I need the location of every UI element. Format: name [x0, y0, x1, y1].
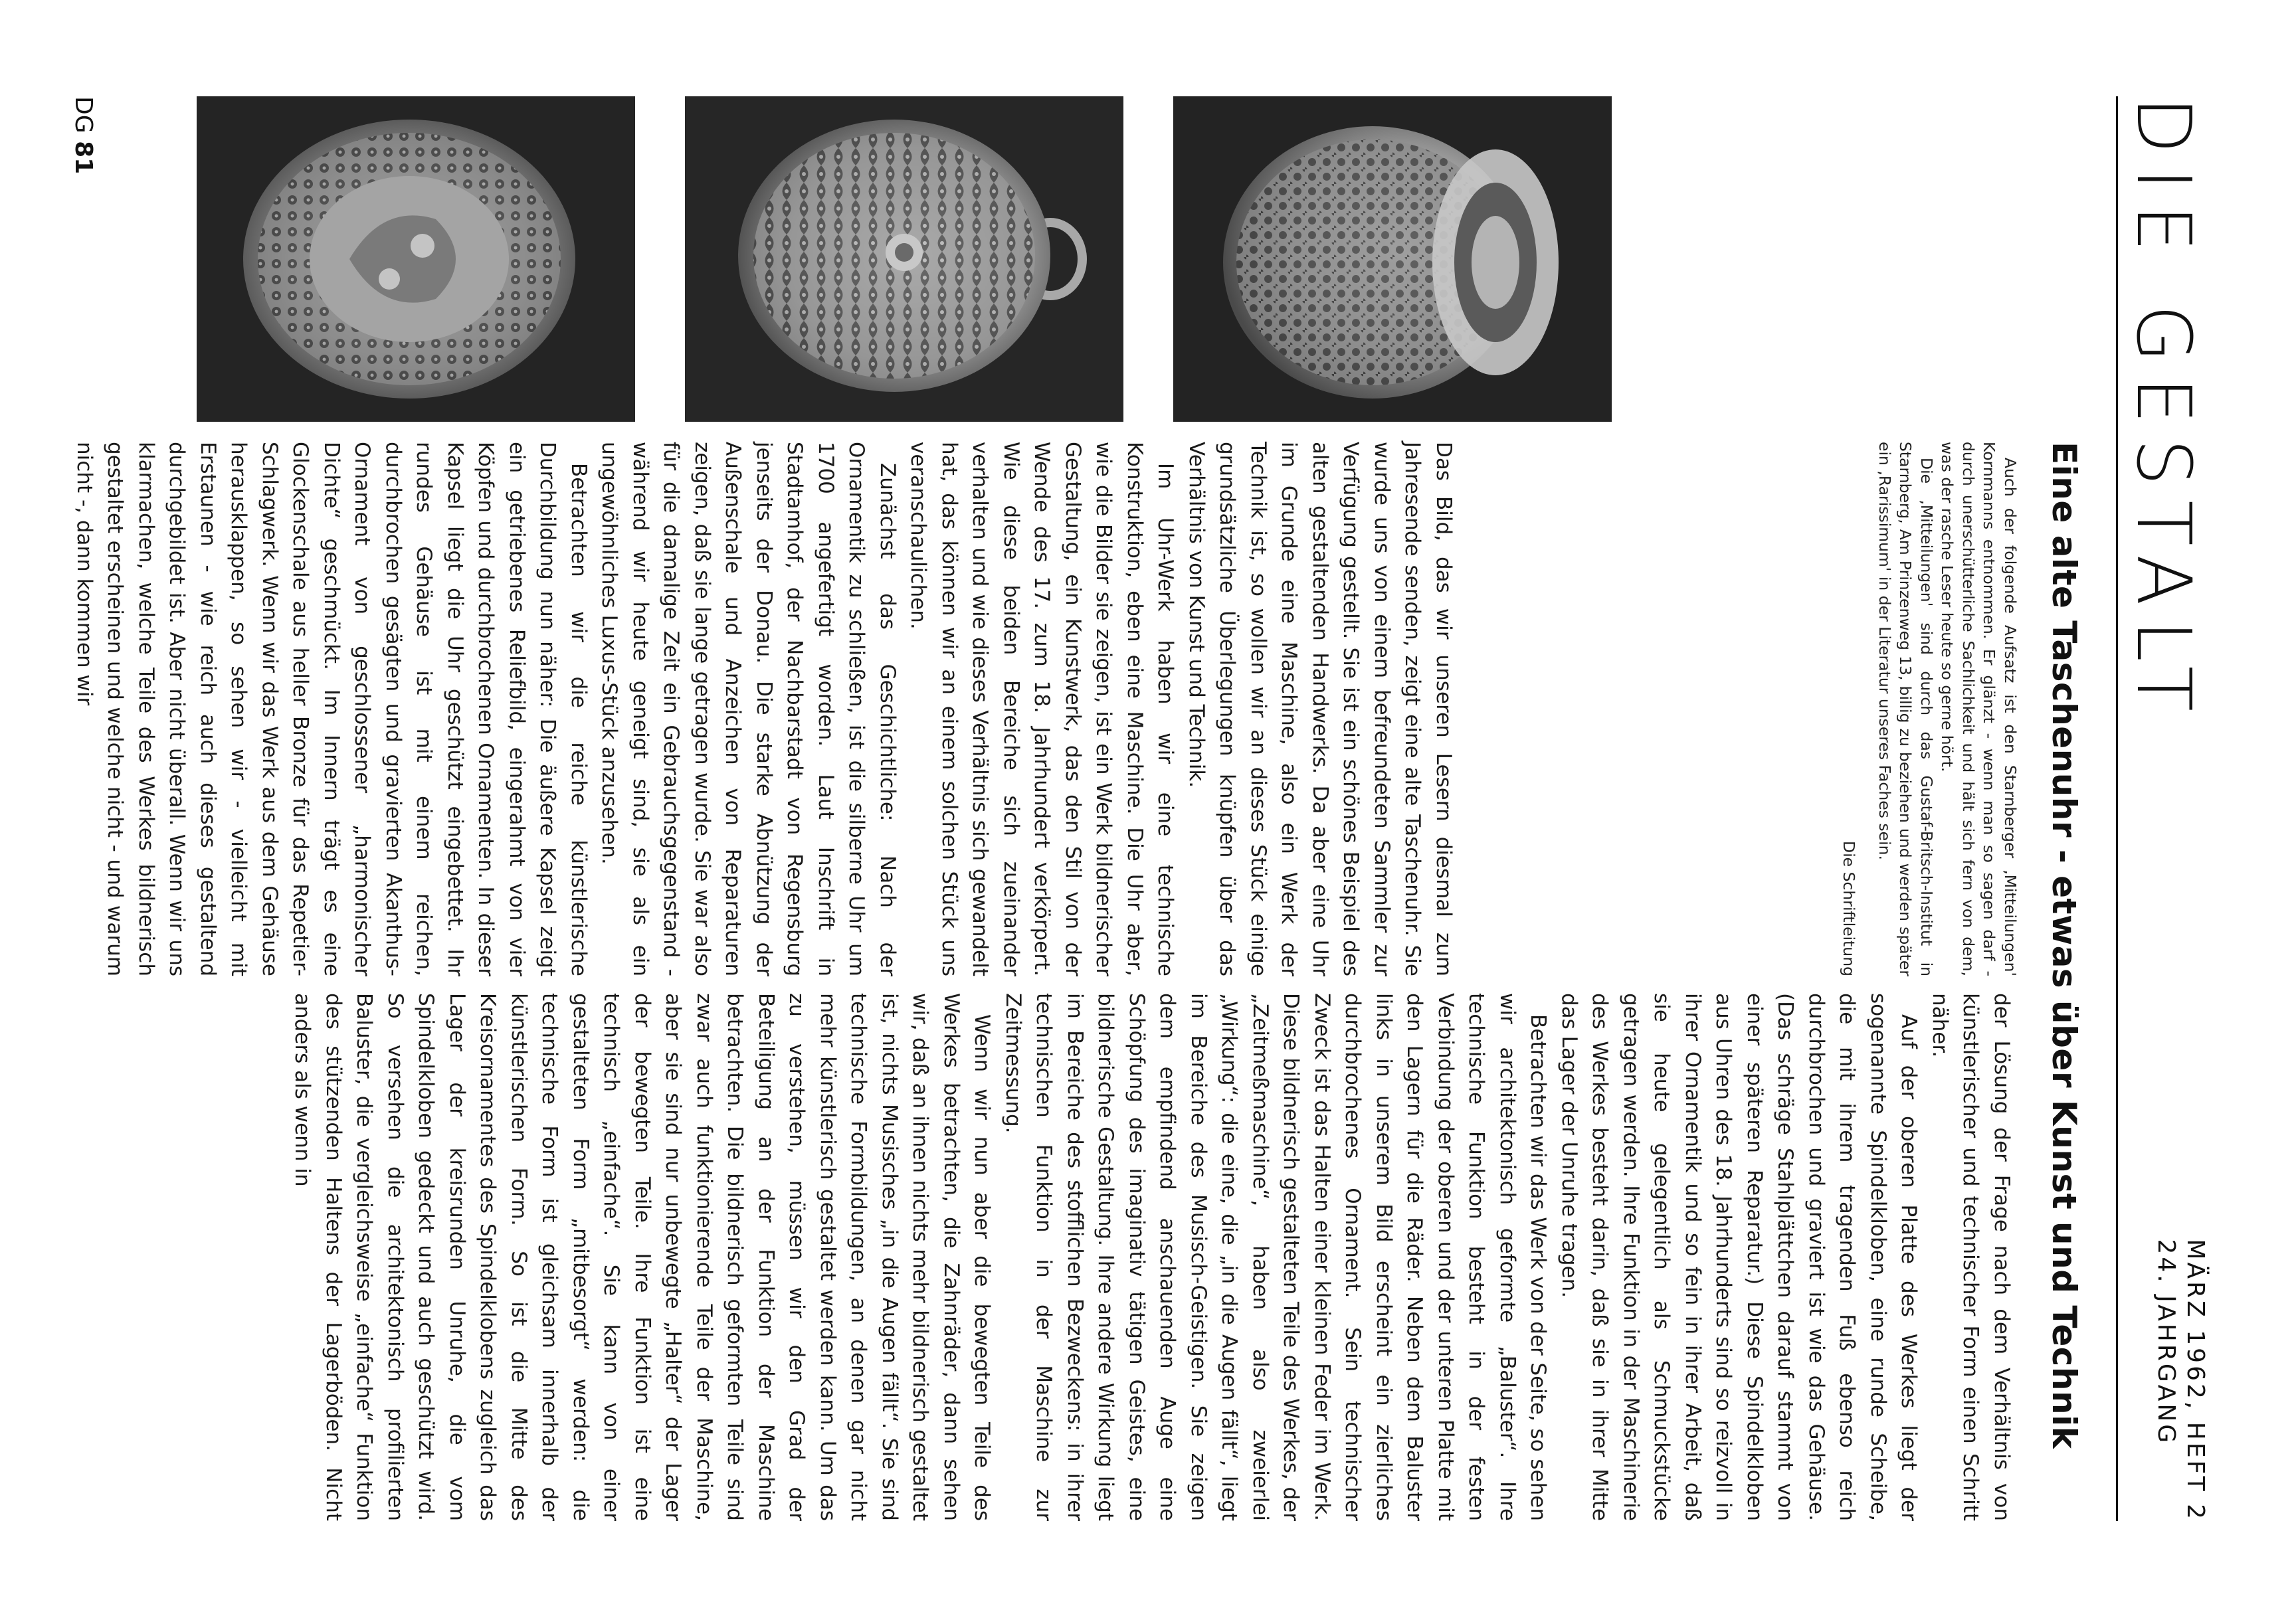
page-folio — [70, 96, 97, 174]
watch-open-illustration — [1173, 96, 1612, 422]
photo-watch-case-back — [685, 96, 1123, 422]
editorial-intro — [1838, 442, 2020, 976]
body-paragraph: Das Bild, das wir unseren Lesern diesmal zum Jahresende senden, zeigt eine alte Taschenuhr. Sie wurde uns von einem befreundeten Sammler zur Verfügung gestellt. Sie ist ein schönes Beispiel des alten gestaltenden Handwerks. Da aber eine Uhr im Grunde eine Maschine, also ein Werk der Technik ist, so wollen wir an dieses Stück einige grundsätzliche Überlegungen knüpfen über das Verhältnis von Kunst und Technik. — [1185, 442, 1456, 976]
body-paragraph: Zunächst das Geschichtliche: Nach der Ornamentik zu schließen, ist die silberne Uhr um 1700 angefertigt worden. Laut Inschrift in Stadtamhof, der Nachbarstadt von Regensburg jenseits der Donau. Die starke Abnützung der Außenschale und Anzeichen von Reparaturen zeigen, daß sie lange getragen wurde. Sie war also für die damalige Zeit ein Gebrauchsgegenstand - während wir heute geneigt sind, sie als ein ungewöhnliches Luxus-Stück anzusehen. — [597, 442, 900, 976]
issue-info — [2151, 1239, 2210, 1522]
header-divider — [2116, 96, 2118, 1521]
magazine-title: DIE GESTALT — [2120, 96, 2206, 727]
watch-case-illustration — [685, 96, 1123, 422]
photo-open-watch-movement — [1173, 96, 1612, 422]
article-title: Eine alte Taschenuhr - etwas über Kunst und Technik — [2045, 442, 2083, 1449]
photo-watch-outer-capsule — [197, 96, 635, 422]
body-paragraph: der Lösung der Frage nach dem Verhältnis von künstlerischer und technischer Form einen Schritt näher. — [1928, 993, 2014, 1521]
body-paragraph: Betrachten wir die reiche künstlerische Durchbildung nun näher: Die äußere Kapsel zeigt ein getriebenes Reliefbild, eingerahmt von vier Köpfen und durchbrochenen Ornamenten. In dieser Kapsel liegt die Uhr geschützt eingebettet. Ihr rundes Gehäuse ist mit einem reichen, durchbrochen gesägten und gravierten Akanthus-Ornament von geschlossener „harmonischer Dichte“ geschmückt. Im Innern trägt es eine Glockenschale aus heller Bronze für das Repetier-Schlagwerk. Wenn wir das Werk aus dem Gehäuse herausklappen, so sehen wir - vielleicht mit Erstaunen - wie reich auch dieses gestaltend durchgebildet ist. Aber nicht überall. Wenn wir uns klarmachen, welche Teile des Werkes bildnerisch gestaltet erscheinen und welche nicht - und warum nicht -, dann kommen wir — [72, 442, 591, 976]
body-paragraph: Betrachten wir das Werk von der Seite, so sehen wir architektonisch geformte „Baluster“. Ihre technische Funktion besteht in der festen Verbindung der oberen und der unteren Platte mit den Lagern für die Räder. Neben dem Baluster links in unserem Bild erscheint ein zierliches durchbrochenes Ornament. Sein technischer Zweck ist das Halten einer kleinen Feder im Werk. Diese bildnerisch gestalteten Teile des Werkes, der „Zeitmeßmaschine“, haben also zweierlei „Wirkung“: die eine, die „in die Augen fällt“, liegt im Bereiche des Musisch-Geistigen. Sie zeigen dem empfindend anschauenden Auge eine Schöpfung des imaginativ tätigen Geistes, eine bildnerische Gestaltung. Ihre andere Wirkung liegt im Bereiche des stofflichen Bezweckens: in ihrer technischen Funktion in der Maschine zur Zeitmessung. — [1001, 993, 1551, 1521]
page-number: 81 — [70, 141, 97, 175]
body-column-left — [69, 442, 1460, 976]
body-paragraph: Auf der oberen Platte des Werkes liegt der sogenannte Spindelkloben, eine runde Scheibe, die mit ihrem tragenden Fuß ebenso reich durchbrochen und graviert ist wie das Gehäuse. (Das schräge Stahlplättchen darauf stammt von einer späteren Reparatur.) Diese Spindelkloben aus Uhren des 18. Jahrhunderts sind so reizvoll in ihrer Ornamentik und so fein in ihrer Arbeit, daß sie heute gelegentlich als Schmuckstücke getragen werden. Ihre Funktion in der Maschinerie des Werkes besteht darin, daß sie in ihrer Mitte das Lager der Unruhe tragen. — [1557, 993, 1921, 1521]
body-column-right — [287, 993, 2017, 1521]
intro-paragraph: Auch der folgende Aufsatz ist den Starnberger ‚Mitteilungen' Kornmanns entnommen. Er glänzt - wenn man so sagen darf - durch unerschütterliche Sachlichkeit und hält sich fern von dem, was der rasche Leser heute so gerne hört. — [1938, 442, 2020, 976]
watch-capsule-illustration — [197, 96, 635, 422]
issue-volume: 24. JAHRGANG — [2152, 1239, 2180, 1446]
folio-prefix: DG — [70, 96, 97, 134]
body-paragraph: Im Uhr-Werk haben wir eine technische Konstruktion, eben eine Maschine. Die Uhr aber, wie die Bilder sie zeigen, ist ein Werk bildnerischer Gestaltung, ein Kunstwerk, das den Stil von der Wende des 17. zum 18. Jahrhundert verkörpert. Wie diese beiden Bereiche sich zueinander verhalten und wie dieses Verhältnis sich gewandelt hat, das können wir an einem solchen Stück uns veranschaulichen. — [906, 442, 1178, 976]
body-paragraph: Wenn wir nun aber die bewegten Teile des Werkes betrachten, die Zahnräder, dann sehen wir, daß an ihnen nichts mehr bildnerisch gestaltet ist, nichts Musisches „in die Augen fällt“. Sie sind technische Formbildungen, an denen gar nicht mehr künstlerisch gestaltet werden kann. Um das zu verstehen, müssen wir den Grad der Beteiligung an der Funktion der Maschine betrachten. Die bildnerisch geformten Teile sind zwar auch funktionierende Teile der Maschine, aber sie sind nur unbewegte „Halter“ der Lager der bewegten Teile. Ihre Funktion ist eine technisch „einfache“. Sie kann von einer gestalteten Form „mitbesorgt“ werden: die technische Form ist gleichsam innerhalb der künstlerischen Form. So ist die Mitte des Kreisornamentes des Spindelklobens zugleich das Lager der kreisrunden Unruhe, die vom Spindelkloben gedeckt und auch geschützt wird. So versehen die architektonisch profilierten Baluster, die vergleichsweise „einfache“ Funktion des stützenden Haltens der Lagerböden. Nicht anders als wenn in — [290, 993, 995, 1521]
intro-paragraph: Die ‚Mitteilungen' sind durch das Gustaf-Britsch-Institut in Starnberg, Am Prinzenweg 13, billig zu beziehen und werden später ein ‚Rarissimum' in der Literatur unseres Faches sein. — [1875, 442, 1936, 976]
intro-signature: Die Schriftleitung — [1840, 841, 1859, 976]
issue-date: MÄRZ 1962, HEFT 2 — [2182, 1239, 2209, 1522]
